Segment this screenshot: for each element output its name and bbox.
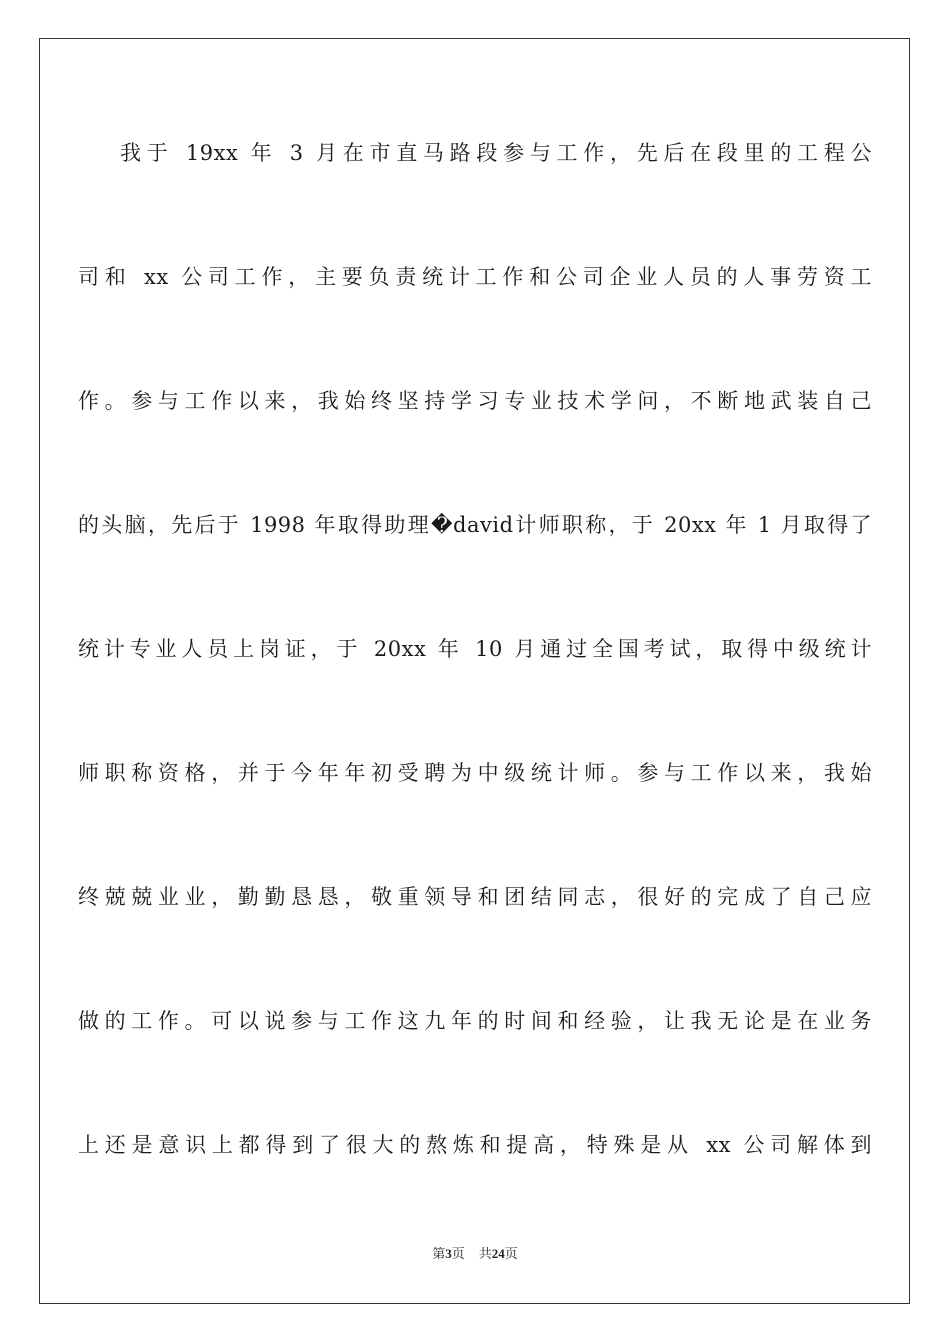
text-line-4: 的头脑，先后于 1998 年取得助理�david计师职称，于 20xx 年 1 月取得了 [78, 513, 872, 537]
page-suffix: 页 [451, 1246, 465, 1261]
text-line-7: 终兢兢业业，勤勤恳恳，敬重领导和团结同志，很好的完成了自己应 [78, 885, 872, 909]
text-line-9: 上还是意识上都得到了很大的熬炼和提高，特殊是从 xx 公司解体到 [78, 1133, 872, 1157]
total-prefix: 共 [478, 1246, 492, 1261]
text-line-2: 司和 xx 公司工作，主要负责统计工作和公司企业人员的人事劳资工 [78, 265, 872, 289]
total-suffix: 页 [504, 1246, 518, 1261]
page-current-number: 3 [445, 1246, 452, 1261]
text-line-6: 师职称资格，并于今年年初受聘为中级统计师。参与工作以来，我始 [78, 761, 872, 785]
page-prefix: 第 [432, 1246, 446, 1261]
text-line-1: 我于 19xx 年 3 月在市直马路段参与工作，先后在段里的工程公 [120, 141, 872, 165]
text-line-8: 做的工作。可以说参与工作这九年的时间和经验，让我无论是在业务 [78, 1009, 872, 1033]
page-border [39, 38, 910, 1304]
text-line-5: 统计专业人员上岗证，于 20xx 年 10 月通过全国考试，取得中级统计 [78, 637, 872, 661]
page-footer [0, 1245, 950, 1263]
text-line-3: 作。参与工作以来，我始终坚持学习专业技术学问，不断地武装自己 [78, 389, 872, 413]
page-total-number: 24 [491, 1246, 505, 1261]
